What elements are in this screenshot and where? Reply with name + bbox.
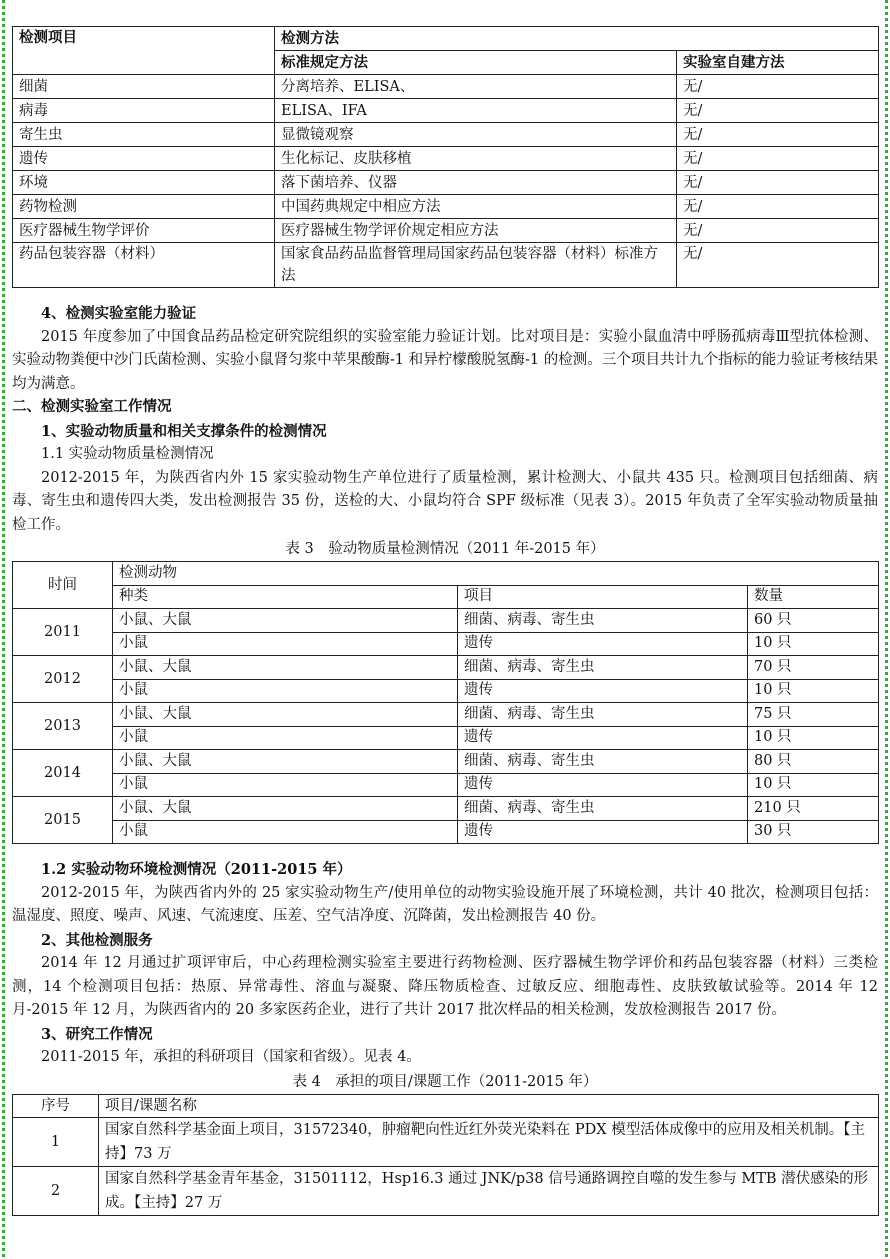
cell-project: 细菌、病毒、寄生虫: [458, 656, 748, 680]
cell-item: 寄生虫: [13, 123, 275, 147]
cell-count: 210 只: [748, 797, 879, 821]
table-row: [13, 609, 879, 633]
cell-standard: 国家食品药品监督管理局国家药品包装容器（材料）标准方法: [275, 243, 677, 288]
table-row: [13, 750, 879, 774]
paragraph-research: 2011-2015 年，承担的科研项目（国家和省级）。见表 4。: [41, 1049, 421, 1065]
table4-caption: 表 4 承担的项目/课题工作（2011-2015 年）: [292, 1073, 598, 1090]
cell-year: 2014: [13, 750, 113, 797]
cell-standard: 医疗器械生物学评价规定相应方法: [275, 219, 677, 243]
table-header-item: 检测项目: [13, 27, 275, 75]
projects-table: [12, 1094, 879, 1216]
cell-standard: 分离培养、ELISA、: [275, 75, 677, 99]
table-row: [13, 679, 879, 703]
cell-project: 细菌、病毒、寄生虫: [458, 797, 748, 821]
cell-species: 小鼠、大鼠: [113, 609, 458, 633]
paragraph-proficiency: 2015 年度参加了中国食品药品检定研究院组织的实验室能力验证计划。比对项目是：实验小鼠血清中呼肠孤病毒Ⅲ型抗体检测、实验动物粪便中沙门氏菌检测、实验小鼠肾匀浆中苹果酸酶-1 和异柠檬酸脱氢酶-1 的检测。三个项目共计九个指标的能力验证考核结果均为满意。: [12, 328, 878, 392]
cell-name: 国家自然科学基金青年基金，31501112，Hsp16.3 通过 JNK/p38 信号通路调控自噬的发生参与 MTB 潜伏感染的形成。【主持】27 万: [99, 1166, 879, 1215]
cell-species: 小鼠: [113, 632, 458, 656]
page-border-left: [2, 0, 5, 1259]
table-header-method: 检测方法: [275, 27, 879, 51]
paragraph-environment: 2012-2015 年，为陕西省内外的 25 家实验动物生产/使用单位的动物实验设施开展了环境检测，共计 40 批次，检测项目包括：温湿度、照度、噪声、风速、气流速度、压差、空气洁净度、沉降菌，发出检测报告 40 份。: [12, 884, 878, 924]
cell-year: 2013: [13, 703, 113, 750]
cell-standard: 生化标记、皮肤移植: [275, 147, 677, 171]
table-header-animal: 检测动物: [113, 562, 879, 586]
cell-count: 10 只: [748, 773, 879, 797]
table-header-project: 项目: [458, 585, 748, 609]
table-row: [13, 171, 879, 195]
table-row: [13, 820, 879, 844]
cell-standard: 落下菌培养、仪器: [275, 171, 677, 195]
table-header-time: 时间: [13, 562, 113, 609]
subsection-heading-1-1: 1.1 实验动物质量检测情况: [41, 446, 214, 462]
cell-standard: 中国药典规定中相应方法: [275, 195, 677, 219]
cell-species: 小鼠: [113, 726, 458, 750]
cell-count: 80 只: [748, 750, 879, 774]
cell-year: 2015: [13, 797, 113, 844]
cell-project: 遗传: [458, 773, 748, 797]
table-row: [13, 656, 879, 680]
table-header-self-built: 实验室自建方法: [677, 51, 879, 75]
section-heading-proficiency: 4、检测实验室能力验证: [41, 305, 197, 322]
table-row: [13, 147, 879, 171]
detection-methods-table: [12, 26, 879, 288]
paragraph-animal-quality: 2012-2015 年，为陕西省内外 15 家实验动物生产单位进行了质量检测，累计检测大、小鼠共 435 只。检测项目包括细菌、病毒、寄生虫和遗传四大类，发出检测报告 35 份，送检的大、小鼠均符合 SPF 级标准（见表 3）。2015 年负责了全军实验动物质量抽检工作。: [12, 469, 878, 533]
table-header-name: 项目/课题名称: [99, 1094, 879, 1117]
cell-project: 细菌、病毒、寄生虫: [458, 703, 748, 727]
cell-project: 细菌、病毒、寄生虫: [458, 609, 748, 633]
table-row: [13, 75, 879, 99]
cell-self-built: 无/: [677, 99, 879, 123]
cell-item: 遗传: [13, 147, 275, 171]
cell-count: 10 只: [748, 632, 879, 656]
page-border-right: [885, 0, 888, 1259]
cell-item: 医疗器械生物学评价: [13, 219, 275, 243]
table-row: [13, 1166, 879, 1215]
cell-no: 1: [13, 1117, 99, 1166]
table-row: [13, 726, 879, 750]
part-heading-lab-work: 二、检测实验室工作情况: [12, 399, 172, 415]
cell-project: 遗传: [458, 820, 748, 844]
cell-item: 细菌: [13, 75, 275, 99]
table-row: [13, 195, 879, 219]
cell-item: 病毒: [13, 99, 275, 123]
table-row: [13, 703, 879, 727]
cell-project: 遗传: [458, 679, 748, 703]
cell-species: 小鼠、大鼠: [113, 797, 458, 821]
subsection-heading-1-2: 1.2 实验动物环境检测情况（2011-2015 年）: [41, 861, 352, 878]
table3-caption: 表 3 验动物质量检测情况（2011 年-2015 年）: [285, 541, 605, 557]
table-header-standard: 标准规定方法: [275, 51, 677, 75]
cell-species: 小鼠、大鼠: [113, 750, 458, 774]
cell-self-built: 无/: [677, 243, 879, 288]
cell-no: 2: [13, 1166, 99, 1215]
cell-count: 60 只: [748, 609, 879, 633]
cell-item: 药品包装容器（材料）: [13, 243, 275, 288]
cell-item: 药物检测: [13, 195, 275, 219]
cell-count: 30 只: [748, 820, 879, 844]
cell-self-built: 无/: [677, 195, 879, 219]
cell-standard: ELISA、IFA: [275, 99, 677, 123]
cell-species: 小鼠: [113, 820, 458, 844]
cell-name: 国家自然科学基金面上项目，31572340，肿瘤靶向性近红外荧光染料在 PDX 模型活体成像中的应用及相关机制。【主持】73 万: [99, 1117, 879, 1166]
cell-self-built: 无/: [677, 219, 879, 243]
cell-species: 小鼠、大鼠: [113, 656, 458, 680]
section-heading-research: 3、研究工作情况: [41, 1025, 153, 1043]
animal-quality-table: [12, 561, 879, 844]
table-row: [13, 632, 879, 656]
cell-self-built: 无/: [677, 75, 879, 99]
table-row: [13, 243, 879, 288]
table-header-no: 序号: [13, 1094, 99, 1117]
cell-count: 10 只: [748, 726, 879, 750]
paragraph-other-services: 2014 年 12 月通过扩项评审后，中心药理检测实验室主要进行药物检测、医疗器械生物学评价和药品包装容器（材料）三类检测，14 个检测项目包括：热原、异常毒性、溶血与凝聚、降压物质检查、过敏反应、细胞毒性、皮肤致敏试验等。2014 年 12 月-2015 年 12 月，为陕西省内的 20 多家医药企业，进行了共计 2017 批次样品的相关检测，发放检测报告 2017 份。: [12, 955, 878, 1018]
table-row: [13, 123, 879, 147]
table-row: [13, 99, 879, 123]
document-page: [12, 0, 878, 1216]
cell-project: 遗传: [458, 726, 748, 750]
cell-species: 小鼠、大鼠: [113, 703, 458, 727]
cell-count: 10 只: [748, 679, 879, 703]
table-header-species: 种类: [113, 585, 458, 609]
cell-year: 2012: [13, 656, 113, 703]
table-row: [13, 773, 879, 797]
table-header-count: 数量: [748, 585, 879, 609]
table-row: [13, 797, 879, 821]
section-heading-other-services: 2、其他检测服务: [41, 931, 153, 949]
cell-self-built: 无/: [677, 147, 879, 171]
section-heading-animal-quality: 1、实验动物质量和相关支撑条件的检测情况: [41, 422, 327, 440]
cell-species: 小鼠: [113, 679, 458, 703]
cell-year: 2011: [13, 609, 113, 656]
cell-count: 70 只: [748, 656, 879, 680]
cell-self-built: 无/: [677, 171, 879, 195]
cell-project: 遗传: [458, 632, 748, 656]
table-row: [13, 1117, 879, 1166]
cell-self-built: 无/: [677, 123, 879, 147]
table-row: [13, 219, 879, 243]
cell-project: 细菌、病毒、寄生虫: [458, 750, 748, 774]
cell-species: 小鼠: [113, 773, 458, 797]
cell-standard: 显微镜观察: [275, 123, 677, 147]
cell-count: 75 只: [748, 703, 879, 727]
cell-item: 环境: [13, 171, 275, 195]
